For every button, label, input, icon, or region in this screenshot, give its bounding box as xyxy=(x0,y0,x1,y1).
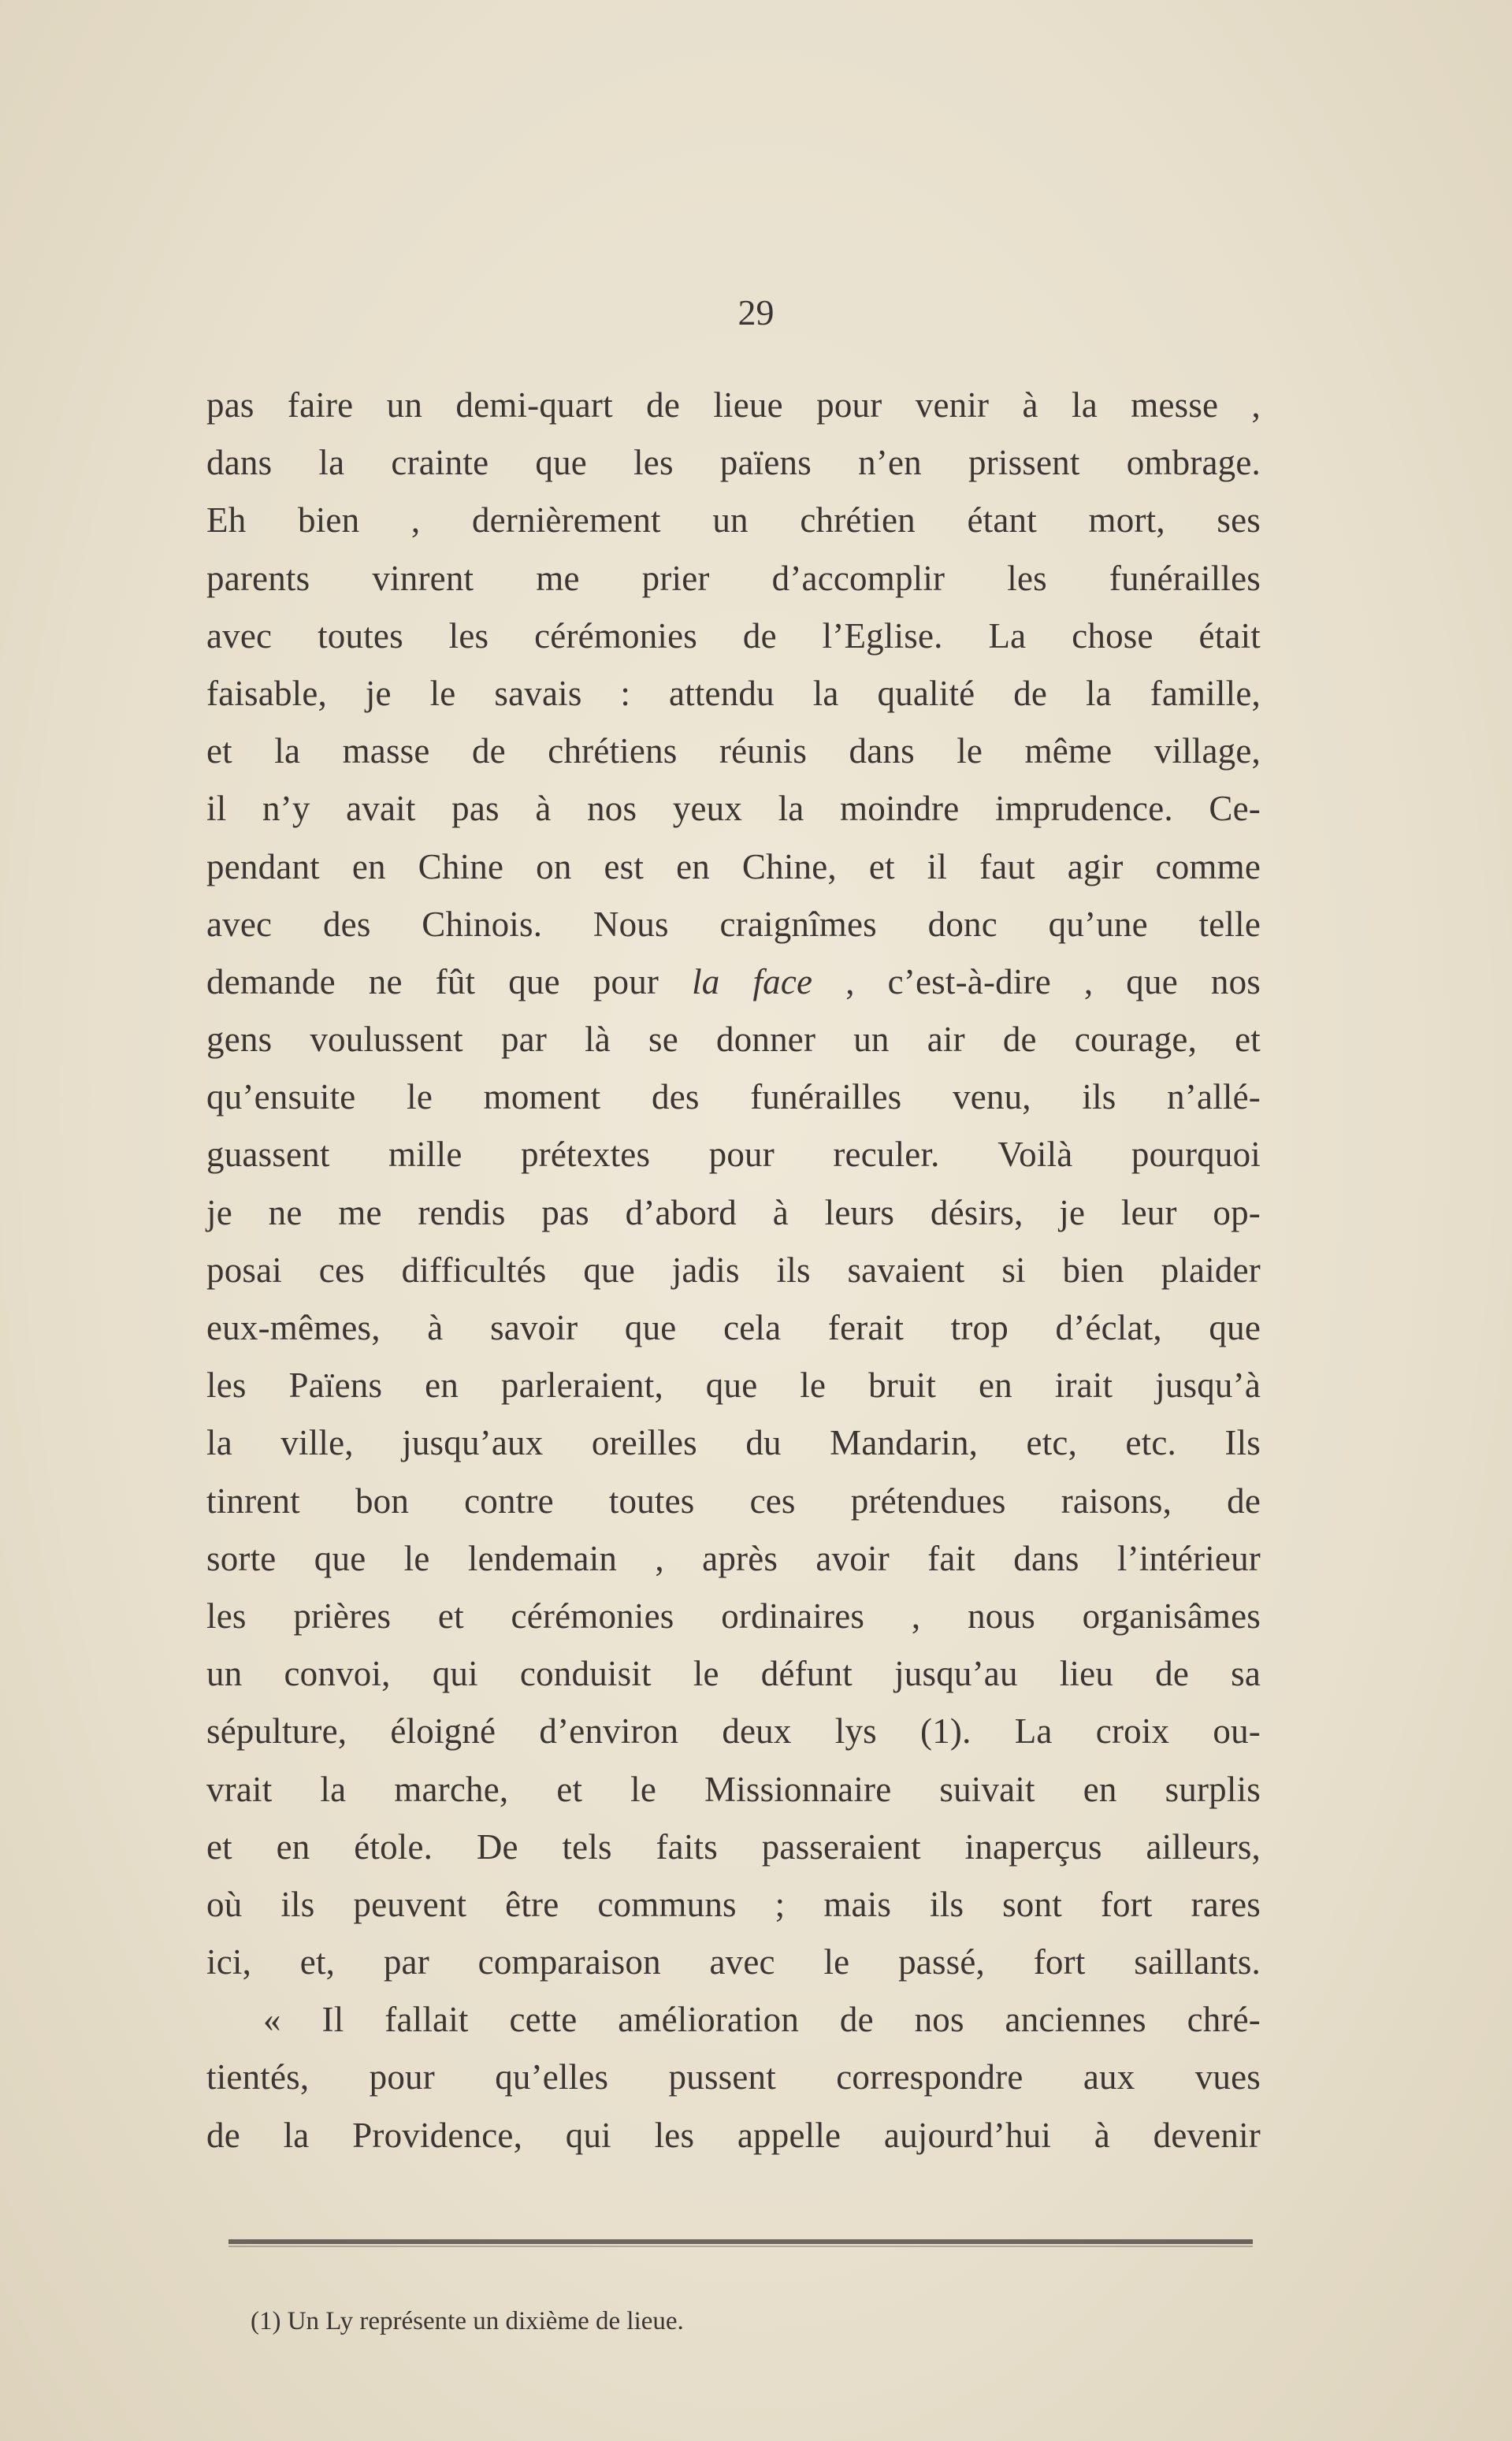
text-line: vrait la marche, et le Missionnaire suivait en surplis xyxy=(206,1769,1261,1809)
text-line: tinrent bon contre toutes ces prétendues raisons, de xyxy=(206,1481,1261,1521)
text-line: ici, et, par comparaison avec le passé, fort saillants. xyxy=(206,1942,1261,1982)
text-line-italic-phrase xyxy=(206,953,1261,1011)
text-line: pendant en Chine on est en Chine, et il faut agir comme xyxy=(206,846,1261,886)
text-line: qu’ensuite le moment des funérailles venu, ils n’allé- xyxy=(206,1077,1261,1117)
text-line: guassent mille prétextes pour reculer. Voilà pourquoi xyxy=(206,1135,1261,1175)
text-line: tientés, pour qu’elles pussent correspondre aux vues xyxy=(206,2057,1261,2097)
text-line: la ville, jusqu’aux oreilles du Mandarin, etc, etc. Ils xyxy=(206,1423,1261,1463)
footnote-separator-rule xyxy=(228,2239,1253,2244)
text-line: je ne me rendis pas d’abord à leurs désirs, je leur op- xyxy=(206,1192,1261,1232)
line-tail: , c’est-à-dire , que nos xyxy=(812,961,1261,1001)
text-line: dans la crainte que les païens n’en prissent ombrage. xyxy=(206,443,1261,483)
page-number: 29 xyxy=(737,292,775,333)
text-line: avec toutes les cérémonies de l’Eglise. La chose était xyxy=(206,615,1261,656)
text-line: pas faire un demi-quart de lieue pour venir à la messe , xyxy=(206,385,1261,425)
text-line: sépulture, éloigné d’environ deux lys (1). La croix ou- xyxy=(206,1711,1261,1752)
text-line: parents vinrent me prier d’accomplir les funérailles xyxy=(206,558,1261,598)
text-line: faisable, je le savais : attendu la qualité de la famille, xyxy=(206,673,1261,713)
text-line: et en étole. De tels faits passeraient inaperçus ailleurs, xyxy=(206,1826,1261,1867)
text-line: un convoi, qui conduisit le défunt jusqu’au lieu de sa xyxy=(206,1654,1261,1694)
text-line: il n’y avait pas à nos yeux la moindre imprudence. Ce- xyxy=(206,789,1261,829)
paragraph-start-line: « Il fallait cette amélioration de nos anciennes chré- xyxy=(263,2000,1261,2040)
text-line: eux-mêmes, à savoir que cela ferait trop d’éclat, que xyxy=(206,1308,1261,1347)
line-head: demande ne fût que pour xyxy=(206,961,693,1001)
text-line: sorte que le lendemain , après avoir fait dans l’intérieur xyxy=(206,1538,1261,1578)
footnote: (1) Un Ly représente un dixième de lieue. xyxy=(251,2307,684,2335)
text-line: où ils peuvent être communs ; mais ils sont fort rares xyxy=(206,1884,1261,1924)
text-line: gens voulussent par là se donner un air de courage, et xyxy=(206,1020,1261,1060)
text-line: avec des Chinois. Nous craignîmes donc qu’une telle xyxy=(206,904,1261,944)
text-line: les prières et cérémonies ordinaires , nous organisâmes xyxy=(206,1596,1261,1636)
text-line: les Païens en parleraient, que le bruit en irait jusqu’à xyxy=(206,1365,1261,1406)
text-line: Eh bien , dernièrement un chrétien étant mort, ses xyxy=(206,500,1261,541)
body-text xyxy=(206,377,1261,2164)
italic-phrase: la face xyxy=(692,961,813,1001)
text-line: posai ces difficultés que jadis ils savaient si bien plaider xyxy=(206,1250,1261,1290)
text-line: et la masse de chrétiens réunis dans le même village, xyxy=(206,731,1261,771)
text-line: de la Providence, qui les appelle aujourd’hui à devenir xyxy=(206,2115,1261,2155)
